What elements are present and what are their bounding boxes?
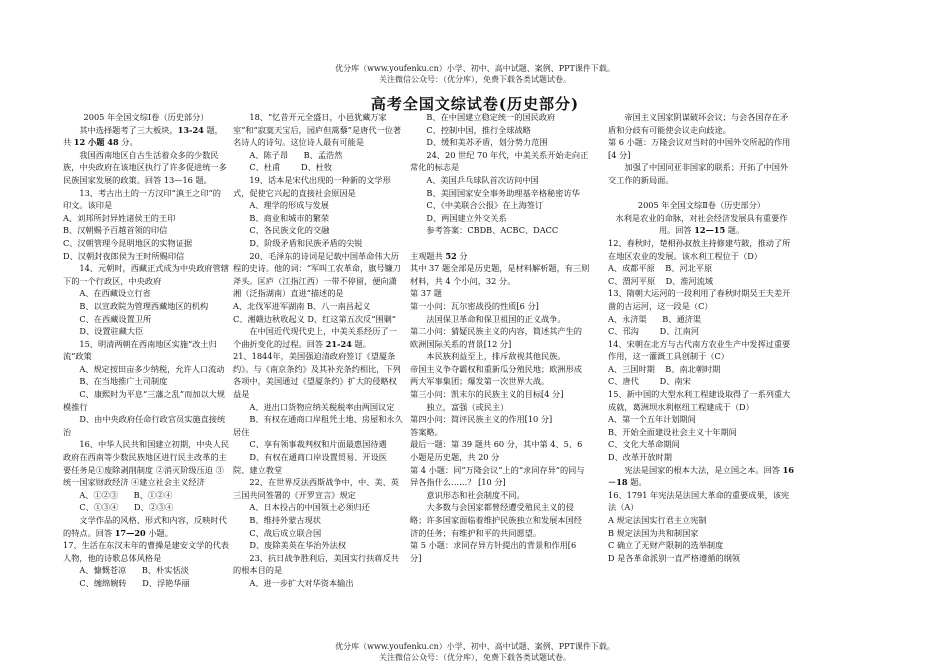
question: 13、隋朝大运河的一段利用了春秋时期吴王夫差开凿的古运河，这一段是（C） [608, 288, 791, 311]
option: A、规定按田亩多少纳税，允许人口流动 [79, 363, 225, 374]
paragraph: 大多数与会国家都曾经遭受殖民主义的侵略；许多国家面临着维护民族独立和发展本国经济的任务；有维护和平的共同愿望。 [410, 502, 582, 538]
paragraph: 水利是农业的命脉，对社会经济发展具有重要作用。回答 12—15 题。 [615, 212, 788, 236]
page-header [0, 63, 950, 85]
option: A、刘邦所封异姓诸侯王的王印 [63, 212, 176, 223]
paragraph: 第 37 题 [410, 288, 442, 299]
option: C、控制中国，推行全球战略 [426, 124, 531, 135]
option: B、维持外蒙古现状 [249, 515, 321, 525]
option: B、以宣政院为管理西藏地区的机构 [79, 300, 209, 311]
option: B、在中国建立稳定统一的国民政府 [426, 112, 556, 122]
option: D、废除美英在华治外法权 [249, 540, 347, 551]
paragraph: 我国西南地区自古生活着众多的少数民族，中央政府在该地区执行了许多促进统一多民族国家发展的政策。回答 13—16 题。 [63, 149, 227, 185]
answer-key: 参考答案：CBDB、ACBC、DACC [426, 225, 559, 236]
option: D、由中央政府任命行政官员实施直接统治 [63, 414, 226, 437]
bold-range: 21-24 [325, 338, 352, 349]
option: A、理学的形成与发展 [249, 200, 329, 211]
option: A 规定法国实行君主立宪制 [608, 515, 707, 525]
option: A、慷慨苍凉 B、朴实恬淡 [79, 565, 189, 576]
option: B、有权在通商口岸租凭土地、房屋和永久居住 [233, 414, 403, 437]
footer-line-1: 优分库（www.youfenku.cn）小学、初中、高中试题、案例、PPT课件下载。 [335, 642, 615, 651]
paragraph: 独立，富强（或民主） [426, 401, 509, 412]
option: A、三国时期 B、南北朝时期 [608, 363, 721, 374]
question: 16、中华人民共和国建立初期，中央人民政府在西南等少数民族地区进行民主改革的主要任务是①废除剥削制度 ②消灭阶级压迫 ③统一国家财政经济 ④建立社会主义经济 [63, 439, 229, 488]
option: C、缠绵婉转 D、浮艳华丽 [79, 577, 190, 588]
question: 15、新中国的大型水利工程建设取得了一系列重大成就，葛洲坝水利枢纽工程建成于（D） [608, 389, 791, 412]
paragraph: 文学作品的风格、形式和内容，反映时代的特点。回答 17—20 小题。 [63, 515, 227, 538]
bold-range: 12—15 [694, 225, 726, 236]
bold-range: 17—20 [114, 527, 146, 538]
paragraph: 答案略。 [410, 426, 443, 437]
option: A、在西藏设立行省 [79, 288, 151, 299]
paragraph: 帝国主义国家阴谋破坏会议；与会各国存在矛盾和分歧有可能使会议走向歧途。 [608, 112, 789, 135]
section-heading: 主观题共 52 分 [410, 250, 468, 261]
question: 24、20 世纪 70 年代，中美关系开始走向正常化的标志是 [410, 149, 589, 173]
column-2 [233, 111, 403, 590]
bold-range: 16－18 [608, 464, 794, 488]
question: 17、生活在东汉末年的曹操是建安文学的代表人物，他的诗歌总体风格是 [63, 540, 229, 563]
bold-range: 13-24 [177, 124, 204, 135]
option: B、汉朝赐予百越首领的印信 [63, 225, 168, 236]
spacer [410, 237, 590, 250]
option: A、北伐军进军湖南 B、八一南昌起义 [233, 300, 371, 311]
column-3 [410, 111, 590, 564]
option: B 规定法国为共和制国家 [608, 527, 699, 538]
section-heading: 2005 年全国文综Ⅰ卷（历史部分） [83, 112, 209, 122]
header-line-1: 优分库（www.youfenku.cn）小学、初中、高中试题、案例、PPT课件下载。 [335, 64, 615, 73]
column-4 [608, 111, 795, 564]
option: C、汉朝管理今昆明地区的实物证据 [63, 237, 193, 248]
question: 19、话本是宋代出现的一种新的文学形式，促使它兴起的直接社会原因是 [233, 174, 391, 198]
paragraph: 第三小问：凯末尔的民族主义的目标[4 分] [410, 389, 564, 400]
question: 22、在世界反法西斯战争中，中、美、英三国共同签署的《开罗宣言》规定 [233, 477, 399, 500]
question: 20、毛泽东的诗词是记载中国革命伟大历程的史诗。他的词：“军叫工农革命，旗号镰刀斧头。匡庐（江指江西）一带不停留，便向潇湘（泛指湖南）直进”描述的是 [233, 250, 401, 299]
page-title: 高考全国文综试卷(历史部分) [370, 95, 580, 113]
paragraph: 其中 37 题全部是历史题，是材料解析题，有三则材料，共 4 个小问，32 分。 [410, 263, 590, 286]
page-footer [0, 641, 950, 663]
option: D、阶级矛盾和民族矛盾的尖锐 [249, 237, 363, 248]
paragraph: 意识形态和社会制度不同。 [426, 489, 525, 500]
paragraph: 最后一题：第 39 题共 60 分，其中第 4、5、6 小题是历史题，共 20 分 [410, 439, 583, 463]
option: D 是各革命派别一直严格遵循的纲领 [608, 552, 740, 563]
option: A、成都平原 B、河北平原 [608, 263, 713, 274]
option: A、①②③ B、①②④ [79, 489, 173, 500]
paragraph: 其中选择题考了三大板块，13-24 题，共 12 小题 48 分。 [63, 124, 223, 148]
option: C、渭河平原 D、淮河流域 [608, 275, 714, 286]
option: C、《中美联合公报》在上海签订 [426, 200, 544, 211]
paragraph: 法国保卫革命和保卫祖国的正义战争。 [426, 313, 566, 324]
question: 12、春秋时，楚相孙叔敖主持修建芍陂，推动了所在地区农业的发展。该水利工程位于（D） [608, 237, 791, 261]
section-heading: 2005 年全国文综Ⅱ卷（历史部分） [637, 200, 766, 211]
option: C、各民族文化的交融 [249, 225, 330, 236]
paragraph: 第 6 小题：万隆会议对当时的中国外交所起的作用[4 分] [608, 137, 791, 160]
paragraph: 第 5 小题：求同存异方针提出的背景和作用[6 分] [410, 540, 577, 563]
option: A、日本投占的中国领土必须归还 [249, 502, 370, 513]
option: C、文化大革命期间 [608, 439, 680, 450]
option: C、战后成立联合国 [249, 527, 322, 538]
paragraph: 第二小问：猜疑民族主义的内容，简述其产生的欧洲国际关系的背景[12 分] [410, 326, 582, 349]
header-line-2: 关注微信公众号：（优分库），免费下载各类试题试卷。 [379, 75, 571, 84]
option: A、美国乒乓球队首次访问中国 [426, 174, 539, 185]
paragraph: 在中国近代现代史上，中美关系经历了一个曲折变化的过程。回答 21-24 题。 [233, 326, 397, 349]
paragraph: 宪法是国家的根本大法，是立国之本。回答 16－18 题。 [608, 464, 794, 488]
option: D、缓和美苏矛盾，划分势力范围 [426, 137, 548, 148]
bold-count: 12 小题 48 [73, 137, 119, 148]
paragraph: 第一小问：瓦尔密战役的性质[6 分] [410, 300, 539, 311]
option: C、康熙时为平息“三藩之乱”而加以大规模推行 [63, 389, 226, 412]
question: 18、“忆昔开元全盛日，小邑犹藏万家室”和“寂寞天宝后，园庐但蒿藜”是唐代一位著名诗人的诗句。这位诗人最有可能是 [233, 112, 402, 148]
option: D、两国建立外交关系 [426, 212, 507, 223]
option: B、开始全面建设社会主义十年期间 [608, 426, 737, 437]
question: 21、1844年，美国强迫清政府签订《望厦条约》。与《南京条约》及其补充条约相比，下列各项中，美国通过《望厦条约》扩大的侵略权益是 [233, 351, 401, 400]
bold-score: 52 [445, 250, 457, 261]
paragraph: 第四小问：简评民族主义的作用[10 分] [410, 414, 553, 425]
paragraph: 本民族利益至上，排斥敌视其他民族。 [426, 351, 566, 362]
option: A、永济渠 B、通济渠 [608, 313, 702, 324]
option: C、①③④ D、②③④ [79, 502, 174, 513]
option: C、杜甫 D、杜牧 [249, 162, 333, 173]
option: B、美国国家安全事务助理基辛格秘密访华 [426, 187, 580, 198]
option: C、湘赣边秋收起义 D、红这第五次反“围剿” [233, 313, 396, 324]
option: A、第一个五年计划期间 [608, 414, 696, 425]
paragraph: 加强了中国同亚非国家的联系；开拓了中国外交工作的新局面。 [608, 162, 789, 185]
option: B、在当地推广土司制度 [79, 376, 168, 387]
option: D、设置驻藏大臣 [79, 326, 144, 337]
option: A、进一步扩大对华资本输出 [249, 577, 354, 588]
column-1 [63, 111, 229, 590]
paragraph: 第 4 小题：同“万隆会议”上的“求同存异”的同与异各指什么……？ [10 分] [410, 464, 585, 488]
option: B、商业和城市的繁荣 [249, 212, 330, 223]
option: C、唐代 D、南宋 [608, 376, 691, 387]
question: 14、元朝时，西藏正式成为中央政府管辖下的一个行政区，中央政府 [63, 263, 229, 286]
option: D、改革开放时期 [608, 452, 672, 463]
spacer [608, 187, 795, 200]
option: A、进出口货物应纳关税税率由两国议定 [249, 401, 395, 412]
option: A、陈子昂 B、孟浩然 [249, 149, 343, 160]
question: 15、明清两朝在西南地区实施“改土归流”政策 [63, 338, 217, 362]
question: 14、宋朝在北方与古代南方农业生产中发挥过重要作用，这一灌溉工具创制于（C） [608, 338, 791, 362]
option: D、汉朝封夜郎侯为王时所赐印信 [63, 250, 185, 261]
question: 16、1791 年宪法是法国大革命的重要成果，该宪法（A） [608, 489, 790, 513]
paragraph: 帝国主义争夺霸权和重新瓜分殖民地；欧洲形成两大军事集团；爆发第一次世界大战。 [410, 363, 582, 387]
question: 23、抗日战争胜利后，美国实行扶蒋反共的根本目的是 [233, 552, 399, 576]
footer-line-2: 关注微信公众号：（优分库），免费下载各类试题试卷。 [379, 653, 571, 662]
question: 13、考古出土的一方汉印“滇王之印”的印文。该印是 [63, 187, 221, 211]
option: C、享有领事裁判权和片面最惠国待遇 [249, 439, 387, 450]
option: C 确立了无财产限制的选举制度 [608, 540, 724, 551]
option: C、邗沟 D、江南河 [608, 326, 699, 337]
option: C、在西藏设置卫所 [79, 313, 152, 324]
option: D、有权在通商口岸设置贸易、开设医院、建立教堂 [233, 452, 387, 475]
